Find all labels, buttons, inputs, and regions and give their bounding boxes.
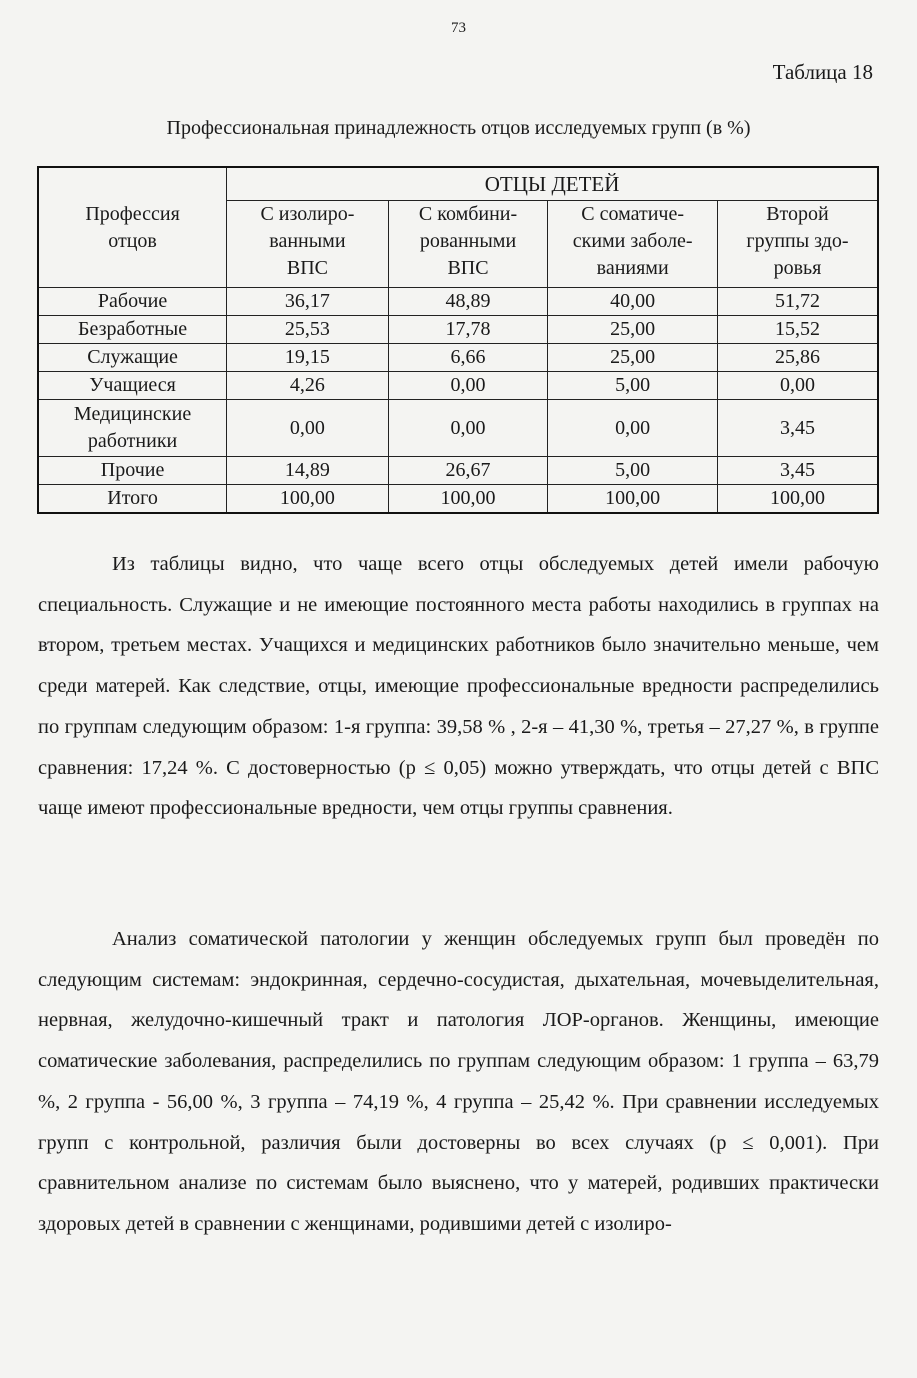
row-header-line: Профессия	[85, 202, 180, 225]
table-cell: 0,00	[388, 400, 548, 457]
column-header-line: С изолиро-	[260, 203, 355, 225]
group-header: ОТЦЫ ДЕТЕЙ	[227, 167, 878, 201]
table-row	[38, 344, 878, 372]
table-cell: 3,45	[717, 400, 878, 457]
row-label-line: Медицинские	[73, 403, 192, 425]
table-caption: Профессиональная принадлежность отцов исследуемых групп (в %)	[166, 117, 751, 139]
table-cell: 25,00	[548, 316, 718, 344]
page-number: 73	[451, 20, 466, 36]
table-cell: 19,15	[227, 344, 389, 372]
body-paragraph	[38, 919, 879, 1245]
column-header-line: С комбини-	[418, 203, 518, 225]
table-row	[38, 372, 878, 400]
column-header-line: ванными	[269, 230, 346, 252]
table-row	[38, 457, 878, 485]
row-label: Служащие	[38, 344, 227, 372]
column-header	[227, 201, 389, 288]
table-cell: 4,26	[227, 372, 389, 400]
table-cell: 40,00	[548, 288, 718, 316]
profession-table	[37, 166, 879, 514]
row-label-line: работники	[87, 430, 178, 452]
row-label	[38, 400, 227, 457]
row-label: Прочие	[38, 457, 227, 485]
table-cell: 5,00	[548, 372, 718, 400]
column-header-line: С соматиче-	[581, 203, 685, 225]
table-cell: 5,00	[548, 457, 718, 485]
table-cell: 100,00	[227, 485, 389, 514]
column-header-line: ваниями	[596, 257, 669, 279]
table-cell: 0,00	[388, 372, 548, 400]
table-cell: 51,72	[717, 288, 878, 316]
row-label: Безработные	[38, 316, 227, 344]
row-label: Итого	[38, 485, 227, 514]
row-header-line: отцов	[108, 229, 157, 252]
table-cell: 17,78	[388, 316, 548, 344]
table-cell: 6,66	[388, 344, 548, 372]
column-header-line: группы здо-	[746, 230, 849, 252]
column-header	[548, 201, 718, 288]
column-header	[717, 201, 878, 288]
table-row	[38, 400, 878, 457]
row-label: Рабочие	[38, 288, 227, 316]
table-cell: 0,00	[717, 372, 878, 400]
table-cell: 15,52	[717, 316, 878, 344]
column-header-line: рованными	[419, 230, 517, 252]
table-row	[38, 316, 878, 344]
column-header-line: ВПС	[286, 257, 328, 279]
table-label: Таблица 18	[772, 60, 873, 84]
column-header-line: скими заболе-	[572, 230, 693, 252]
table-cell: 100,00	[548, 485, 718, 514]
row-header	[38, 167, 227, 288]
table-cell: 25,53	[227, 316, 389, 344]
column-header-line: ровья	[773, 257, 822, 279]
paragraph-text: Анализ соматической патологии у женщин обследуемых групп был проведён по следующим системам: эндокринная, сердечно-сосудистая, дыхательная, мочевыделительная, нервная, желудочно-кишечный тракт и патология ЛОР-органов. Женщины, имеющие соматические заболевания, распределились по группам следующим образом: 1 группа – 63,79 %, 2 группа - 56,00 %, 3 группа – 74,19 %, 4 группа – 25,42 %. При сравнении исследуемых групп с контрольной, различия были достоверны во всех случаях (р ≤ 0,001). При сравнительном анализе по системам было выяснено, что у матерей, родивших практически здоровых детей в сравнении с женщинами, родившими детей с изолиро-	[38, 928, 879, 1235]
body-paragraph	[38, 544, 879, 829]
table-cell: 26,67	[388, 457, 548, 485]
column-header	[388, 201, 548, 288]
table-cell: 25,86	[717, 344, 878, 372]
paragraph-text: Из таблицы видно, что чаще всего отцы обследуемых детей имели рабочую специальность. Служащие и не имеющие постоянного места работы находились в группах на втором, третьем местах. Учащихся и медицинских работников было значительно меньше, чем среди матерей. Как следствие, отцы, имеющие профессиональные вредности распределились по группам следующим образом: 1-я группа: 39,58 % , 2-я – 41,30 %, третья – 27,27 %, в группе сравнения: 17,24 %. С достоверностью (р ≤ 0,05) можно утверждать, что отцы детей с ВПС чаще имеют профессиональные вредности, чем отцы группы сравнения.	[38, 553, 879, 820]
column-header-line: ВПС	[447, 257, 489, 279]
table-cell: 0,00	[227, 400, 389, 457]
table-cell: 48,89	[388, 288, 548, 316]
table-cell: 36,17	[227, 288, 389, 316]
table-row	[38, 485, 878, 514]
table-cell: 3,45	[717, 457, 878, 485]
column-header-line: Второй	[766, 203, 829, 225]
table-cell: 14,89	[227, 457, 389, 485]
table-cell: 25,00	[548, 344, 718, 372]
table-cell: 100,00	[717, 485, 878, 514]
row-label: Учащиеся	[38, 372, 227, 400]
table-row	[38, 288, 878, 316]
table-cell: 100,00	[388, 485, 548, 514]
table-cell: 0,00	[548, 400, 718, 457]
